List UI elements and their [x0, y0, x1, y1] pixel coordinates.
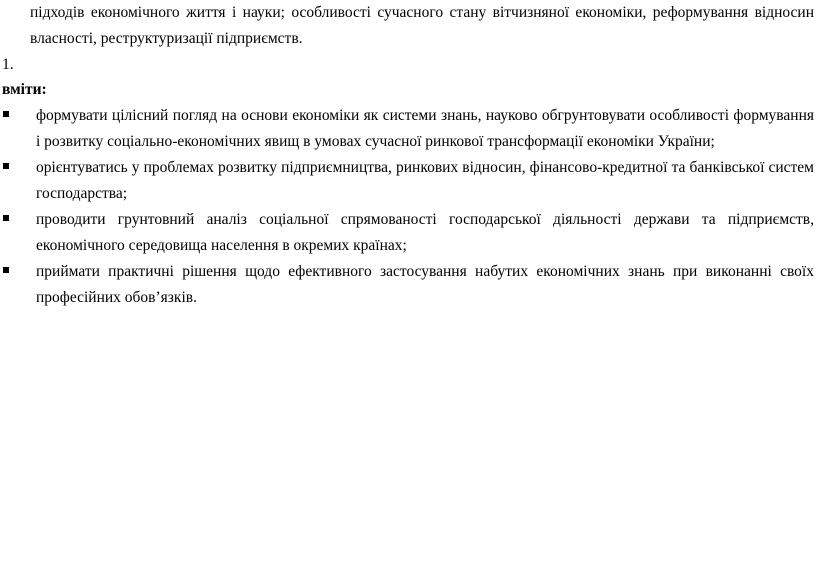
list-item-text: приймати практичні рішення щодо ефективного застосування набутих економічних знань при виконанні своїх професійних обов’язків.: [36, 263, 814, 306]
list-item-text: орієнтуватись у проблемах розвитку підприємництва, ринкових відносин, фінансово-кредитної та банківської систем господарства;: [36, 159, 814, 202]
list-item-text: формувати цілісний погляд на основи економіки як системи знань, науково обгрунтовувати особливості формування і розвитку соціально-економічних явищ в умовах сучасної ринкової трансформації економіки України;: [36, 107, 814, 150]
intro-line-1: підходів економічного життя і науки; особливості сучасного стану вітчизняної економіки, реформування відносин: [30, 4, 814, 21]
intro-paragraph: [30, 0, 814, 52]
square-bullet-icon: [3, 163, 9, 169]
list-item: [0, 207, 816, 259]
intro-line-2: власності, реструктуризації підприємств.: [30, 30, 303, 47]
list-number: 1.: [2, 56, 14, 73]
skills-heading: вміти:: [2, 81, 47, 98]
list-item: [0, 155, 816, 207]
skills-list: [0, 103, 816, 311]
square-bullet-icon: [3, 267, 9, 273]
list-item: [0, 103, 816, 155]
list-item-text: проводити грунтовний аналіз соціальної спрямованості господарської діяльності держави та підприємств, економічного середовища населення в окремих країнах;: [36, 211, 814, 254]
square-bullet-icon: [3, 215, 9, 221]
list-item: [0, 259, 816, 311]
square-bullet-icon: [3, 111, 9, 117]
